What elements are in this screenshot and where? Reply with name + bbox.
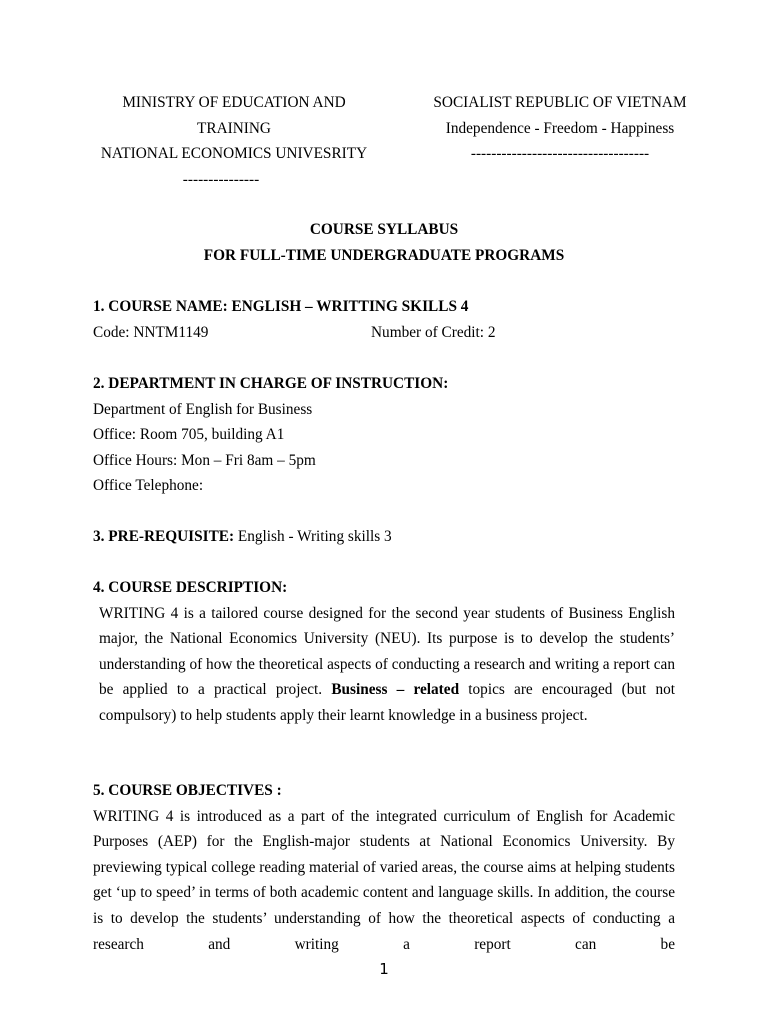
course-code: Code: NNTM1149 [93,323,209,341]
office-hours: Office Hours: Mon – Fri 8am – 5pm [93,451,316,469]
prerequisite-line [93,524,675,550]
section-4-heading: 4. COURSE DESCRIPTION: [93,579,288,596]
header-republic [410,90,710,167]
title-line-1: COURSE SYLLABUS [309,221,459,238]
section-1-heading: 1. COURSE NAME: ENGLISH – WRITTING SKILLS 4 [93,298,469,315]
office-telephone: Office Telephone: [93,477,204,495]
section-prerequisite [93,524,675,550]
description-text-1: WRITING 4 is a tailored course designed for the second year students of Business English major, the National Economics University (NEU). Its purpose is to develop the students’ understanding of how the theoretical aspects of conducting a research and writing a report can be applied to a practical project. [99,604,675,699]
description-bold-text: Business – related [331,681,460,699]
code-credit-row [93,320,675,346]
ministry-line-1: MINISTRY OF EDUCATION AND [122,94,346,111]
ministry-line-2: TRAINING [197,119,271,137]
header-ministry [80,90,388,192]
document-title [0,217,768,269]
description-paragraph [93,601,675,729]
republic-name: SOCIALIST REPUBLIC OF VIETNAM [433,94,687,111]
section-department [93,371,675,499]
section-objectives [93,778,675,957]
title-line-2: FOR FULL-TIME UNDERGRADUATE PROGRAMS [203,247,565,264]
section-2-heading: 2. DEPARTMENT IN CHARGE OF INSTRUCTION: [93,375,449,392]
office-room: Office: Room 705, building A1 [93,426,285,444]
course-credit: Number of Credit: 2 [371,323,496,341]
department-name: Department of English for Business [93,400,313,418]
section-5-heading: 5. COURSE OBJECTIVES : [93,782,282,799]
ministry-divider: --------------- [182,170,260,188]
republic-divider: ----------------------------------- [470,145,650,162]
section-course-name [93,294,675,345]
section-3-heading: 3. PRE-REQUISITE: [93,528,235,545]
description-text-2: topics are encouraged (but not compulsory) to help students apply their learnt knowledge in a business project. [99,681,675,724]
objectives-paragraph: WRITING 4 is introduced as a part of the integrated curriculum of English for Academic Purposes (AEP) for the English-major students at National Economics University. By previewing typical college reading material of varied areas, the course aims at helping students get ‘up to speed’ in terms of both academic content and language skills. In addition, the course is to develop the students’ understanding of how the theoretical aspects of conducting a research and writing a report can be [93,807,675,953]
prerequisite-value: English - Writing skills 3 [234,528,392,545]
republic-motto: Independence - Freedom - Happiness [445,119,675,137]
section-description [93,575,675,729]
university-name: NATIONAL ECONOMICS UNIVESRITY [100,145,368,162]
page-number: 1 [379,960,389,978]
